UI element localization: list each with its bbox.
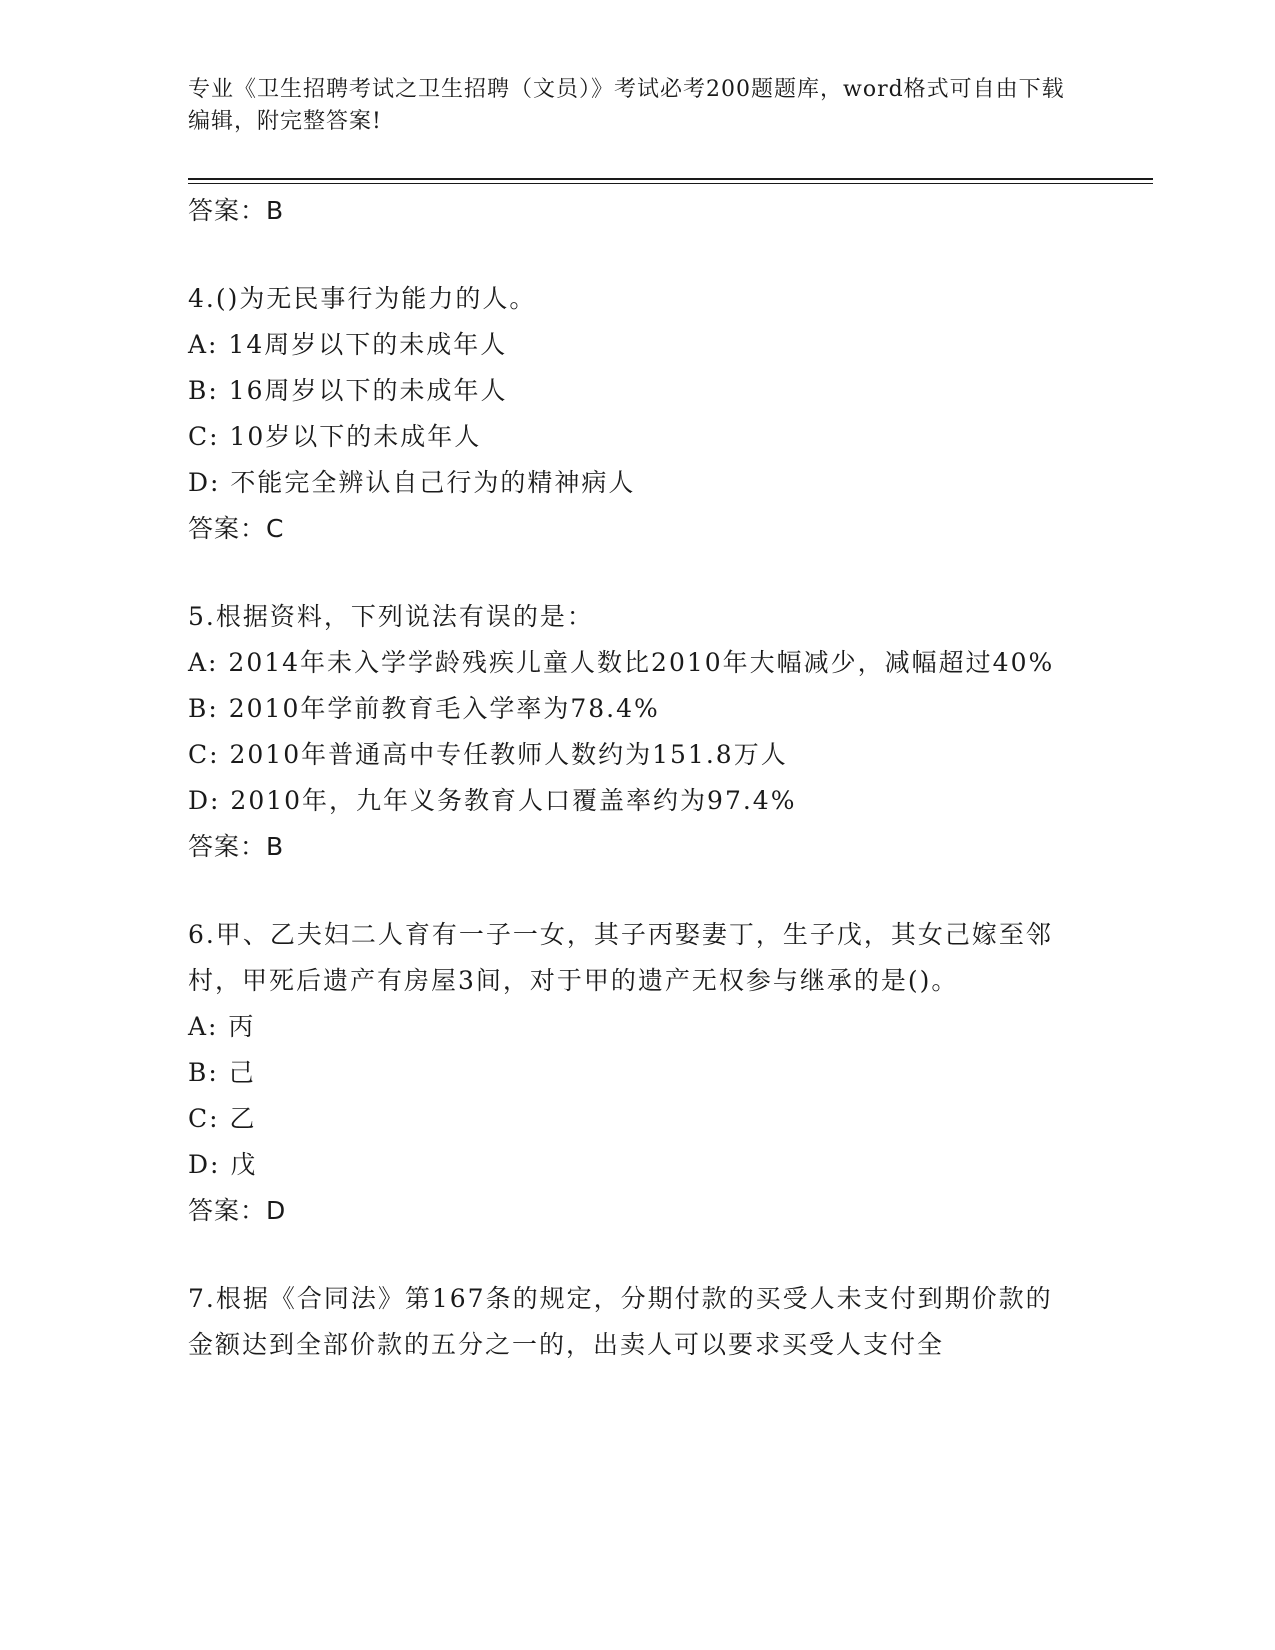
question-4-option-b: B: 16周岁以下的未成年人 bbox=[188, 376, 508, 405]
question-6-answer: 答案：D bbox=[188, 1196, 287, 1225]
question-6-option-b: B: 己 bbox=[188, 1058, 256, 1087]
header-rule-thin bbox=[188, 183, 1153, 184]
spacer bbox=[188, 552, 1068, 594]
question-5-stem: 5.根据资料，下列说法有误的是： bbox=[188, 602, 594, 631]
question-4-option-c: C: 10岁以下的未成年人 bbox=[188, 422, 482, 451]
question-6-stem: 6.甲、乙夫妇二人育有一子一女，其子丙娶妻丁，生子戊，其女己嫁至邻村，甲死后遗产有房屋3间，对于甲的遗产无权参与继承的是()。 bbox=[188, 920, 1053, 995]
question-list bbox=[188, 188, 1068, 1368]
question-7-stem: 7.根据《合同法》第167条的规定，分期付款的买受人未支付到期价款的金额达到全部价款的五分之一的，出卖人可以要求买受人支付全 bbox=[188, 1284, 1053, 1359]
document-header: 专业《卫生招聘考试之卫生招聘（文员）》考试必考200题题库，word格式可自由下载编辑，附完整答案! bbox=[188, 77, 1065, 134]
spacer bbox=[188, 234, 1068, 276]
question-4-stem: 4.()为无民事行为能力的人。 bbox=[188, 284, 537, 313]
question-6-option-d: D: 戊 bbox=[188, 1150, 258, 1179]
answer-prev: 答案：B bbox=[188, 196, 285, 225]
question-6-option-c: C: 乙 bbox=[188, 1104, 257, 1133]
question-4-answer: 答案：C bbox=[188, 514, 285, 543]
question-4-option-a: A: 14周岁以下的未成年人 bbox=[188, 330, 508, 359]
question-4-option-d: D: 不能完全辨认自己行为的精神病人 bbox=[188, 468, 636, 497]
spacer bbox=[188, 1234, 1068, 1276]
spacer bbox=[188, 870, 1068, 912]
question-5-option-d: D: 2010年，九年义务教育人口覆盖率约为97.4% bbox=[188, 786, 797, 815]
question-5-option-b: B: 2010年学前教育毛入学率为78.4% bbox=[188, 694, 660, 723]
question-5-option-a: A: 2014年未入学学龄残疾儿童人数比2010年大幅减少，减幅超过40% bbox=[188, 648, 1055, 677]
header-rule-thick bbox=[188, 178, 1153, 180]
question-6-option-a: A: 丙 bbox=[188, 1012, 256, 1041]
question-5-option-c: C: 2010年普通高中专任教师人数约为151.8万人 bbox=[188, 740, 788, 769]
question-5-answer: 答案：B bbox=[188, 832, 285, 861]
